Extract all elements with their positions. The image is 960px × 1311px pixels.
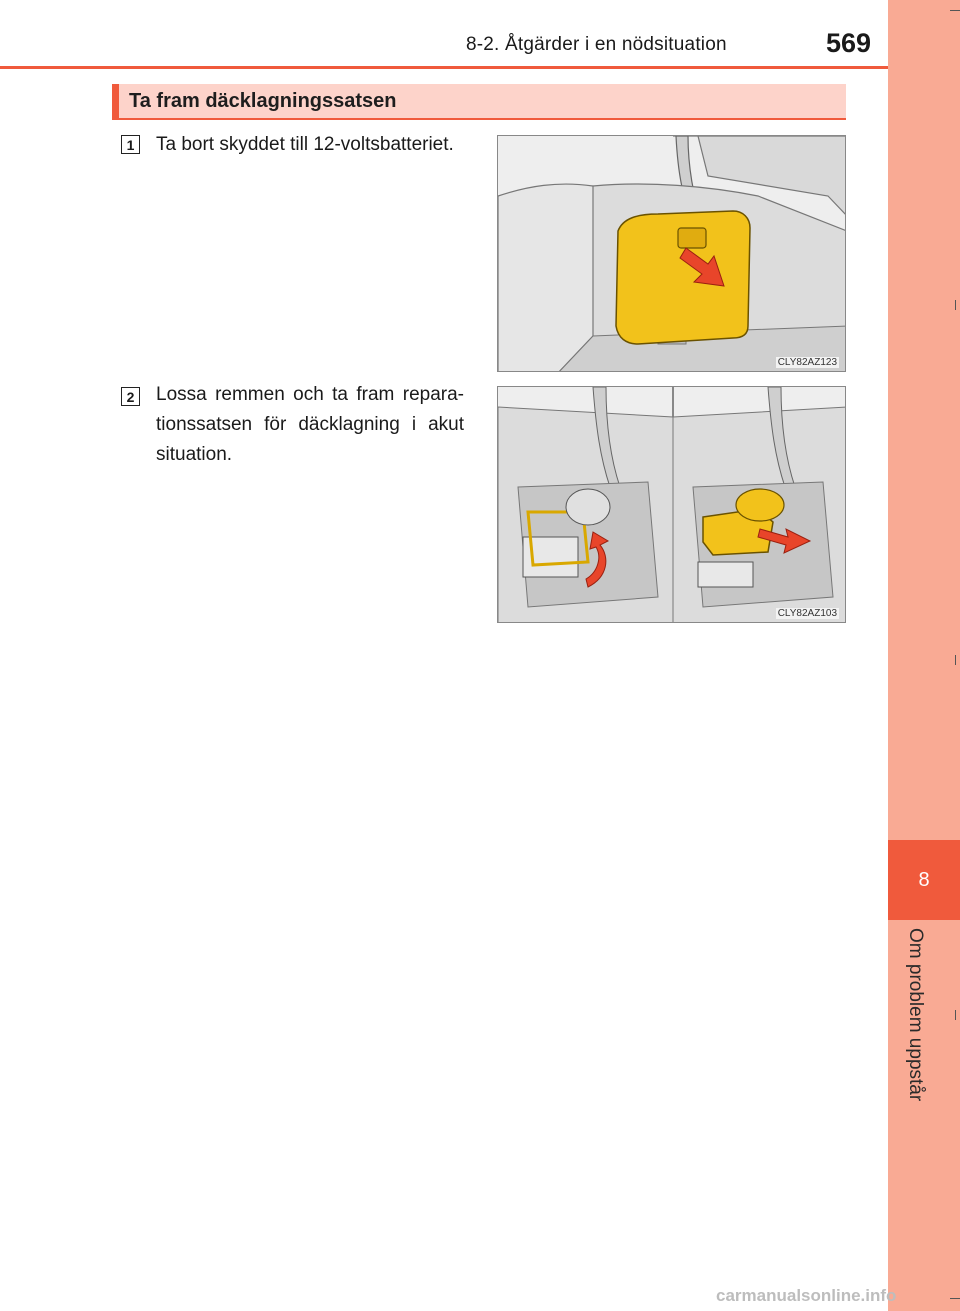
repair-kit-illustration-icon [498, 387, 846, 623]
chapter-side-tab [888, 0, 960, 1311]
header-rule [0, 66, 888, 69]
chapter-number-box [888, 840, 960, 920]
section-heading-text: Ta fram däcklagningssatsen [129, 89, 397, 112]
crop-mark [950, 1298, 960, 1299]
figure-repair-kit [497, 386, 846, 623]
figure-code: CLY82AZ123 [777, 357, 837, 368]
step-number-badge: 2 [121, 387, 140, 406]
section-heading [112, 84, 846, 120]
step-text: Lossa remmen och ta fram repara-tionssatsen för däcklagning i akut situation. [156, 384, 464, 465]
figure-code: CLY82AZ103 [777, 608, 837, 619]
step-text: Ta bort skyddet till 12-voltsbatteriet. [156, 134, 454, 155]
chapter-number: 8 [918, 868, 930, 891]
running-header-title: 8-2. Åtgärder i en nödsituation [466, 34, 727, 55]
chapter-title: Om problem uppstår [905, 928, 926, 1102]
crop-mark [955, 655, 956, 665]
page-number: 569 [826, 28, 872, 58]
trunk-illustration-icon [498, 136, 846, 372]
step-number-badge: 1 [121, 135, 140, 154]
crop-mark [950, 10, 960, 11]
figure-battery-cover [497, 135, 846, 372]
watermark: carmanualsonline.info [716, 1286, 897, 1305]
crop-mark [955, 300, 956, 310]
crop-mark [955, 1010, 956, 1020]
